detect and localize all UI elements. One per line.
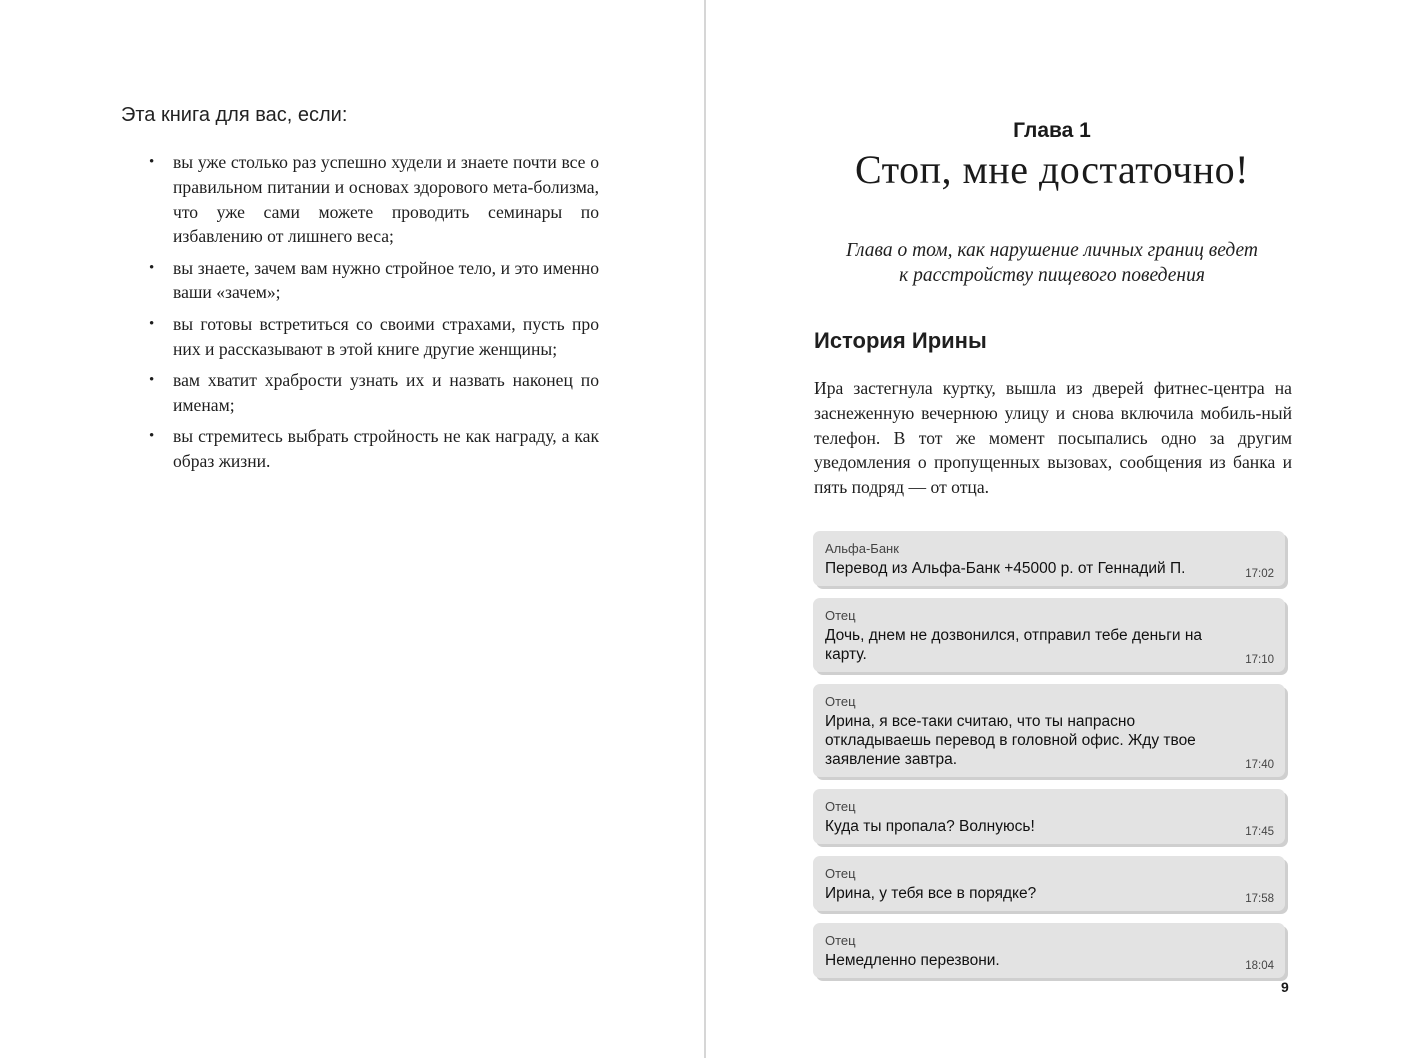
bullet-icon: • xyxy=(149,315,155,332)
bullet-item xyxy=(147,256,599,306)
bullet-icon: • xyxy=(149,154,155,170)
message-bubble xyxy=(813,856,1285,911)
message-text: Немедленно перезвони. xyxy=(825,952,1000,969)
message-time: 17:10 xyxy=(1245,654,1274,666)
page-number: 9 xyxy=(1281,979,1289,995)
message-time: 17:45 xyxy=(1245,826,1274,838)
message-text: Ирина, у тебя все в порядке? xyxy=(825,885,1037,902)
message-sender: Отец xyxy=(825,694,856,709)
bullet-text: вы уже столько раз успешно худели и знаете почти все о правильном питании и основах здорового мета-болизма, что уже сами можете проводить семинары по избавлению от лишнего веса; xyxy=(173,152,599,247)
chapter-subtitle xyxy=(707,238,1397,288)
chapter-subtitle-line: к расстройству пищевого поведения xyxy=(899,265,1205,286)
message-bubble xyxy=(813,684,1285,777)
bullet-item xyxy=(147,312,599,362)
intro-heading: Эта книга для вас, если: xyxy=(121,104,348,126)
bullet-item xyxy=(147,424,599,474)
page-gutter xyxy=(704,0,706,1058)
chapter-subtitle-line: Глава о том, как нарушение личных границ ведет xyxy=(845,240,1259,261)
chapter-title: Стоп, мне достаточно! xyxy=(854,147,1250,192)
bullet-icon: • xyxy=(149,371,155,388)
message-time: 18:04 xyxy=(1245,960,1274,972)
section-title: История Ирины xyxy=(814,328,987,353)
bullet-item xyxy=(147,150,599,249)
message-text: Ирина, я все-таки считаю, что ты напрасно откладываешь перевод в головной офис. Жду твое заявление завтра. xyxy=(825,713,1196,768)
message-text: Перевод из Альфа-Банк +45000 р. от Геннадий П. xyxy=(825,560,1186,577)
bullet-icon: • xyxy=(149,259,155,276)
bullet-text: вы стремитесь выбрать стройность не как награду, а как образ жизни. xyxy=(173,425,599,471)
bullet-text: вам хватит храбрости узнать их и назвать наконец по именам; xyxy=(173,369,599,415)
bullet-text: вы готовы встретиться со своими страхами, пусть про них и рассказывают в этой книге другие женщины; xyxy=(173,313,599,359)
bullet-item xyxy=(147,368,599,418)
bullet-text: вы знаете, зачем вам нужно стройное тело, и это именно ваши «зачем»; xyxy=(173,257,599,303)
message-list xyxy=(813,531,1293,990)
message-time: 17:40 xyxy=(1245,759,1274,771)
message-text: Дочь, днем не дозвонился, отправил тебе деньги на карту. xyxy=(825,627,1203,663)
chapter-label: Глава 1 xyxy=(1013,119,1091,142)
message-bubble xyxy=(813,789,1285,844)
message-text: Куда ты пропала? Волнуюсь! xyxy=(825,818,1035,835)
message-sender: Отец xyxy=(825,866,856,881)
message-sender: Отец xyxy=(825,799,856,814)
message-time: 17:58 xyxy=(1245,893,1274,905)
audience-bullet-list xyxy=(147,150,599,480)
message-sender: Отец xyxy=(825,608,856,623)
message-sender: Альфа-Банк xyxy=(825,541,899,556)
message-bubble xyxy=(813,598,1285,672)
message-time: 17:02 xyxy=(1245,568,1274,580)
story-paragraph: Ира застегнула куртку, вышла из дверей фитнес-центра на заснеженную вечернюю улицу и снова включила мобиль-ный телефон. В тот же момент посыпались одно за другим уведомления о пропущенных вызовах, сообщения из банка и пять подряд — от отца. xyxy=(814,378,1292,498)
bullet-icon: • xyxy=(149,427,155,444)
message-bubble xyxy=(813,531,1285,586)
message-sender: Отец xyxy=(825,933,856,948)
message-bubble xyxy=(813,923,1285,978)
right-page xyxy=(707,0,1410,1058)
